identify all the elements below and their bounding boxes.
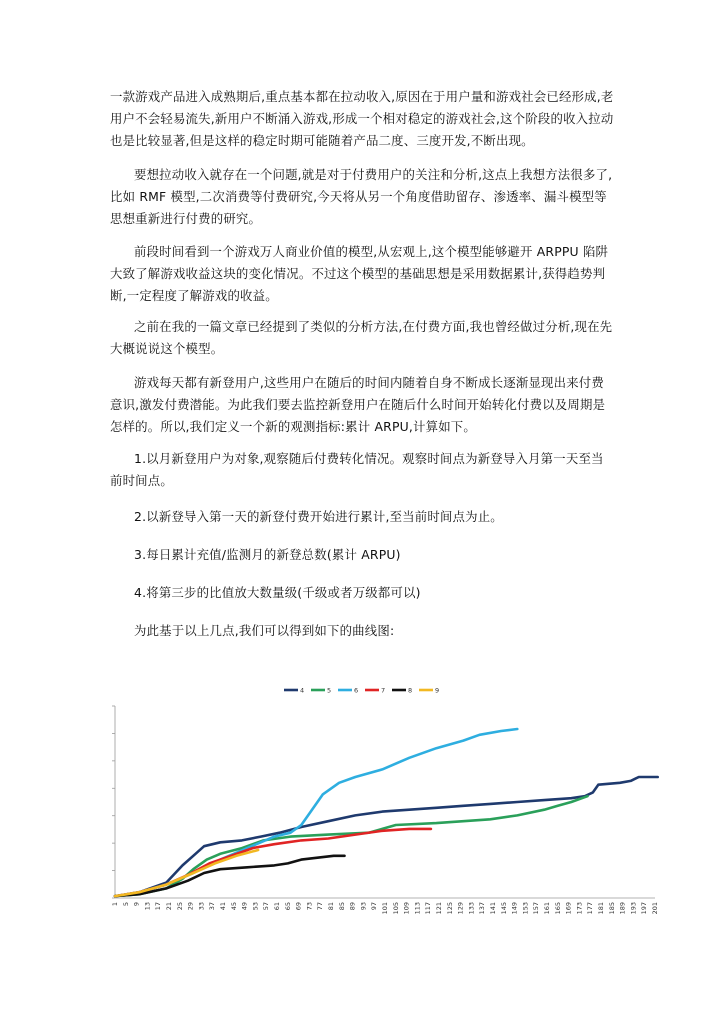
- legend-label-8: 8: [408, 686, 413, 695]
- chart-legend: [284, 687, 439, 695]
- x-tick-label: 81: [327, 902, 335, 911]
- legend-label-9: 9: [435, 686, 440, 695]
- x-tick-label: 53: [251, 902, 260, 911]
- x-tick-label: 1: [111, 902, 119, 907]
- step-2: 2.以新登导入第一天的新登付费开始进行累计,至当前时间点为止。: [134, 509, 503, 524]
- x-tick-label: 41: [219, 902, 227, 911]
- x-tick-label: 89: [348, 902, 357, 911]
- x-tick-label: 25: [175, 902, 184, 911]
- chart-svg: [95, 672, 665, 932]
- legend-label-4: 4: [300, 686, 305, 695]
- x-tick-label: 141: [489, 902, 497, 915]
- paragraph-mature-stage: 一款游戏产品进入成熟期后,重点基本都在拉动收入,原因在于用户量和游戏社会已经形成,老用户不会轻易流失,新用户不断涌入游戏,形成一个相对稳定的游戏社会,这个阶段的收入拉动也是比较显著,但是这样的稳定时期可能随着产品二度、三度开发,不断出现。: [110, 89, 614, 148]
- paragraph-cumulative-arpu-definition: 游戏每天都有新登用户,这些用户在随后的时间内随着自身不断成长逐渐显现出来付费意识,激发付费潜能。为此我们要去监控新登用户在随后什么时间开始转化付费以及周期是怎样的。所以,我们定义一个新的观测指标:累计 ARPU,计算如下。: [110, 375, 606, 434]
- x-tick-label: 149: [510, 902, 519, 915]
- x-tick-label: 197: [640, 902, 649, 915]
- series-line-4: [115, 777, 658, 896]
- x-tick-label: 85: [337, 902, 346, 911]
- x-tick-label: 5: [121, 902, 130, 907]
- x-tick-label: 77: [316, 902, 325, 911]
- x-tick-label: 201: [651, 902, 659, 915]
- cumulative-arpu-line-chart: [95, 672, 665, 932]
- x-tick-label: 137: [478, 902, 487, 915]
- paragraph-paying-users: 要想拉动收入就存在一个问题,就是对于付费用户的关注和分析,这点上我想方法很多了,比如 RMF 模型,二次消费等付费研究,今天将从另一个角度借助留存、渗透率、漏斗模型等思想重新进行付费的研究。: [110, 167, 613, 226]
- x-tick-label: 153: [521, 902, 530, 915]
- chart-intro: 为此基于以上几点,我们可以得到如下的曲线图:: [134, 623, 395, 638]
- x-tick-label: 105: [391, 902, 400, 915]
- x-tick-label: 61: [273, 902, 281, 911]
- series-line-9: [115, 850, 258, 896]
- x-tick-label: 145: [499, 902, 508, 915]
- x-tick-label: 9: [132, 902, 141, 907]
- x-tick-label: 93: [359, 902, 368, 911]
- x-tick-label: 69: [294, 902, 303, 911]
- chart-series: [115, 729, 658, 896]
- x-tick-label: 157: [532, 902, 541, 915]
- step-1: 1.以月新登用户为对象,观察随后付费转化情况。观察时间点为新登导入月第一天至当前时间点。: [110, 451, 604, 488]
- series-line-6: [115, 729, 517, 896]
- x-tick-label: 189: [618, 902, 627, 915]
- x-tick-label: 121: [435, 902, 443, 915]
- x-tick-label: 129: [456, 902, 465, 915]
- x-tick-label: 13: [143, 902, 152, 911]
- x-tick-label: 125: [445, 902, 454, 915]
- x-tick-label: 97: [370, 902, 379, 911]
- step-3: 3.每日累计充值/监测月的新登总数(累计 ARPU): [134, 547, 401, 562]
- step-4: 4.将第三步的比值放大数量级(千级或者万级都可以): [134, 585, 421, 600]
- x-tick-label: 173: [575, 902, 584, 915]
- x-tick-label: 109: [402, 902, 411, 915]
- x-tick-label: 165: [553, 902, 562, 915]
- x-tick-label: 161: [543, 902, 551, 915]
- x-tick-label: 65: [283, 902, 292, 911]
- x-tick-label: 101: [381, 902, 389, 915]
- x-tick-label: 113: [413, 902, 422, 915]
- x-tick-label: 33: [197, 902, 206, 911]
- x-tick-label: 21: [165, 902, 173, 911]
- x-tick-label: 181: [597, 902, 605, 915]
- x-tick-label: 45: [229, 902, 238, 911]
- x-tick-label: 17: [154, 902, 163, 911]
- paragraph-previous-article: 之前在我的一篇文章已经提到了类似的分析方法,在付费方面,我也曾经做过分析,现在先大概说说这个模型。: [110, 319, 613, 356]
- x-tick-label: 49: [240, 902, 249, 911]
- legend-label-5: 5: [327, 686, 332, 695]
- x-tick-label: 37: [208, 902, 217, 911]
- x-tick-label: 193: [629, 902, 638, 915]
- x-tick-label: 73: [305, 902, 314, 911]
- x-tick-label: 57: [262, 902, 271, 911]
- x-tick-label: 185: [607, 902, 616, 915]
- paragraph-commercial-value-model: 前段时间看到一个游戏万人商业价值的模型,从宏观上,这个模型能够避开 ARPPU 陷阱大致了解游戏收益这块的变化情况。不过这个模型的基础思想是采用数据累计,获得趋势判断,一定程度了解游戏的收益。: [110, 244, 609, 303]
- legend-label-6: 6: [354, 686, 359, 695]
- x-tick-label: 117: [424, 902, 433, 915]
- x-tick-label: 133: [467, 902, 476, 915]
- legend-label-7: 7: [381, 686, 386, 695]
- x-tick-label: 177: [586, 902, 595, 915]
- x-tick-label: 169: [564, 902, 573, 915]
- x-tick-label: 29: [186, 902, 195, 911]
- x-tick-labels: [111, 902, 659, 914]
